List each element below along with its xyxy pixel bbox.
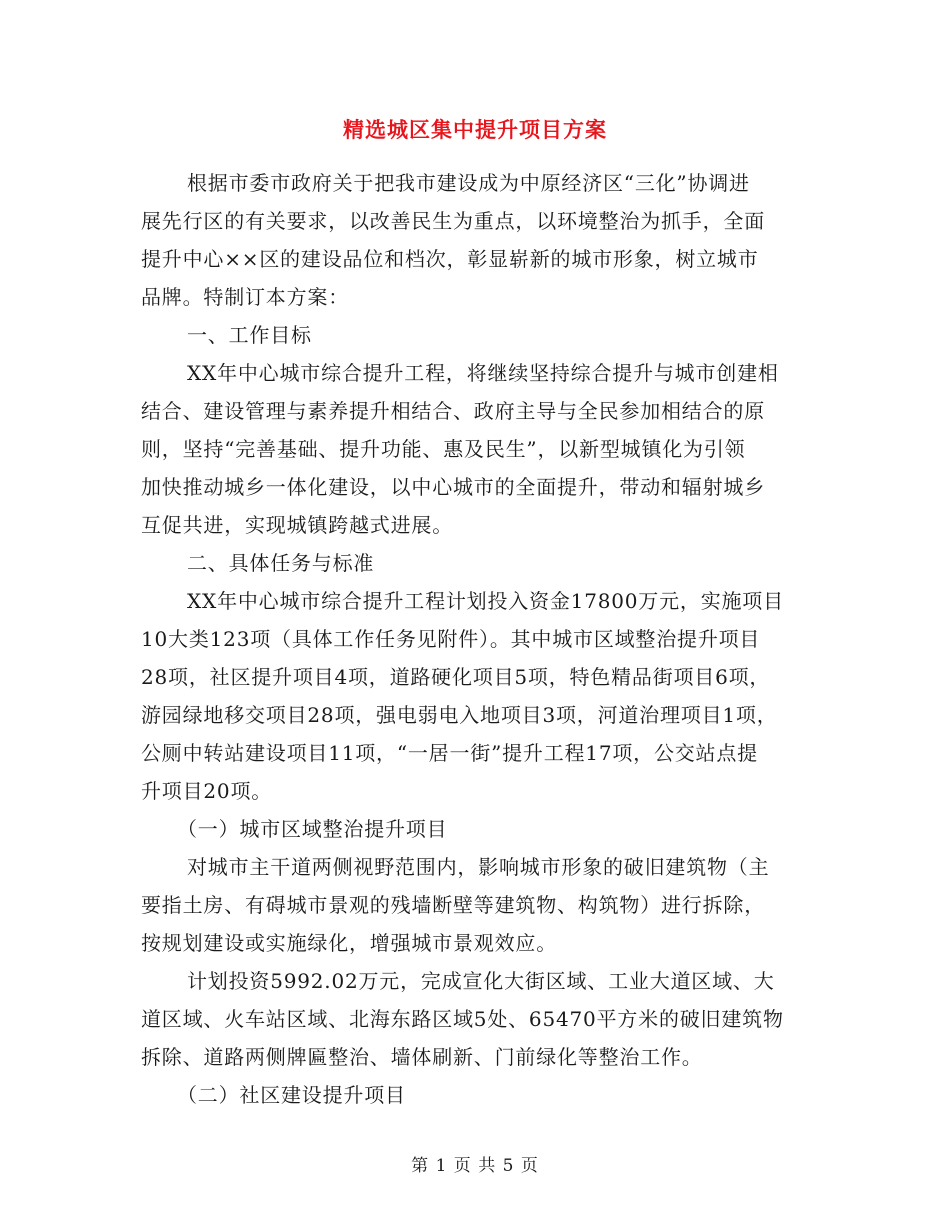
- paragraph-line: 计划投资5992.02万元，完成宣化大街区域、工业大道区域、大: [187, 969, 775, 993]
- paragraph-line: XX年中心城市综合提升工程，将继续坚持综合提升与城市创建相: [187, 361, 779, 385]
- paragraph-line: 28项，社区提升项目4项，道路硬化项目5项，特色精品街项目6项，: [141, 665, 771, 689]
- paragraph-line: 10大类123项（具体工作任务见附件）。其中城市区域整治提升项目: [141, 627, 761, 651]
- paragraph-line: 公厕中转站建设项目11项，“一居一街”提升工程17项，公交站点提: [141, 741, 758, 765]
- paragraph-line: 提升中心××区的建设品位和档次，彰显崭新的城市形象，树立城市: [141, 247, 759, 271]
- paragraph-line: 加快推动城乡一体化建设，以中心城市的全面提升，带动和辐射城乡: [141, 475, 765, 499]
- section-heading: 一、工作目标: [187, 323, 312, 347]
- paragraph-line: 互促共进，实现城镇跨越式进展。: [141, 513, 453, 537]
- document-body: [141, 164, 813, 1114]
- page-number-footer: 第 1 页 共 5 页: [411, 1156, 539, 1176]
- paragraph-line: 要指土房、有碍城市景观的残墙断壁等建筑物、构筑物）进行拆除，: [141, 893, 765, 917]
- paragraph-line: XX年中心城市综合提升工程计划投入资金17800万元，实施项目: [187, 589, 784, 613]
- section-heading: 二、具体任务与标准: [187, 551, 375, 575]
- paragraph-line: 则，坚持“完善基础、提升功能、惠及民生”，以新型城镇化为引领: [141, 437, 746, 461]
- paragraph-line: 品牌。特制订本方案：: [141, 285, 349, 309]
- paragraph-line: 按规划建设或实施绿化，增强城市景观效应。: [141, 931, 557, 955]
- paragraph-line: 结合、建设管理与素养提升相结合、政府主导与全民参加相结合的原: [141, 399, 765, 423]
- paragraph-line: 对城市主干道两侧视野范围内，影响城市形象的破旧建筑物（主: [187, 855, 770, 879]
- paragraph-line: 游园绿地移交项目28项，强电弱电入地项目3项，河道治理项目1项，: [141, 703, 778, 727]
- paragraph-line: 根据市委市政府关于把我市建设成为中原经济区“三化”协调进: [187, 171, 750, 195]
- subsection-heading: （一）城市区域整治提升项目: [177, 817, 448, 841]
- paragraph-line: 展先行区的有关要求，以改善民生为重点，以环境整治为抓手，全面: [141, 209, 765, 233]
- document-title: 精选城区集中提升项目方案: [343, 117, 607, 142]
- subsection-heading: （二）社区建设提升项目: [177, 1083, 406, 1107]
- paragraph-line: 升项目20项。: [141, 779, 273, 803]
- paragraph-line: 道区域、火车站区域、北海东路区域5处、65470平方米的破旧建筑物: [141, 1007, 784, 1031]
- paragraph-line: 拆除、道路两侧牌匾整治、墙体刷新、门前绿化等整治工作。: [141, 1045, 703, 1069]
